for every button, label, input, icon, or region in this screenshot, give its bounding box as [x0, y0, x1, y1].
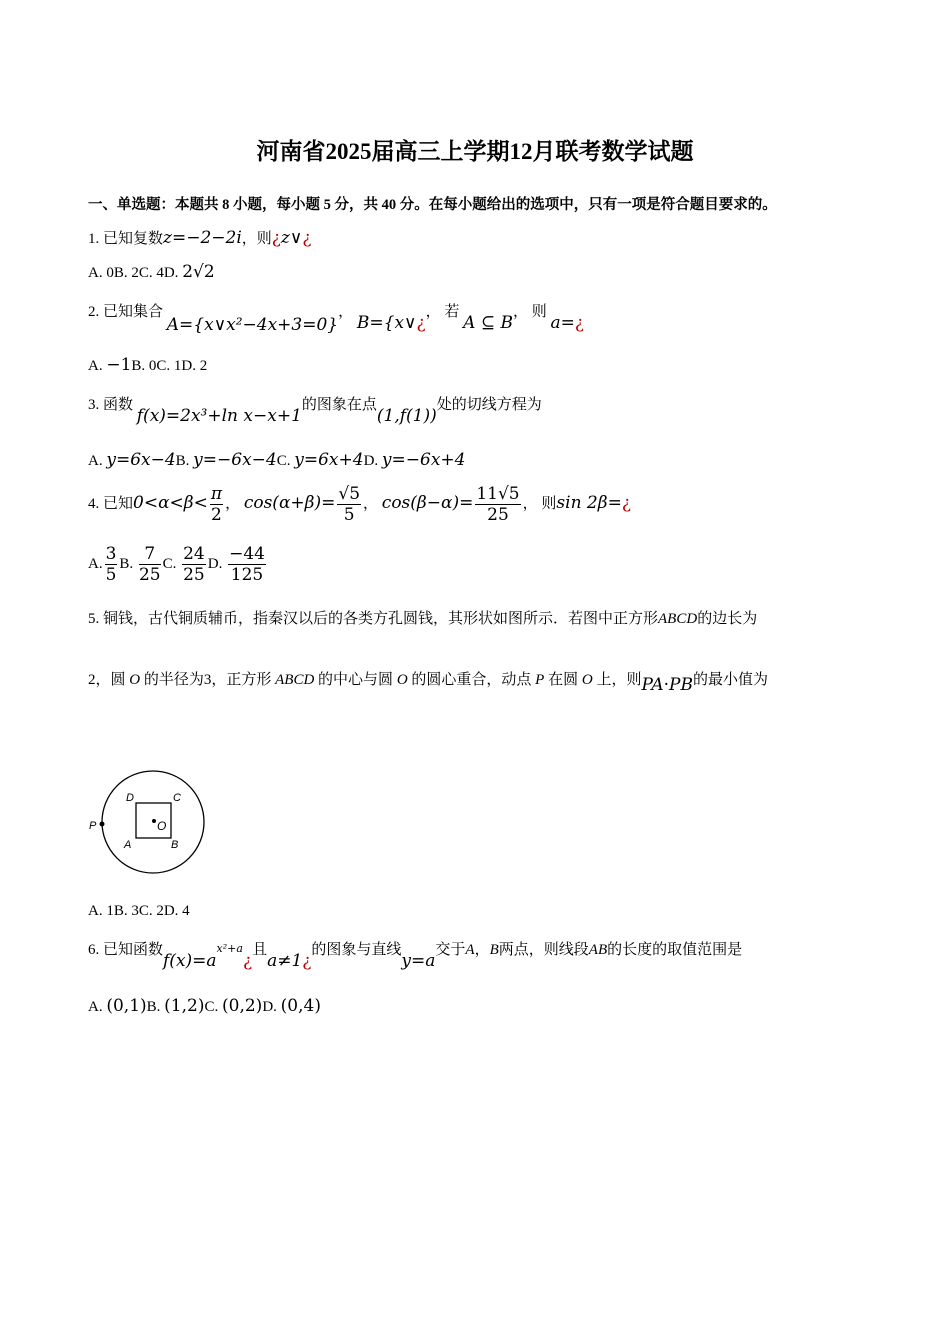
label-p: P	[89, 820, 97, 832]
q3-a-math: y=6x−4	[106, 450, 176, 470]
question-4-choices	[88, 544, 268, 585]
q5-line1-end: 的边长为	[697, 611, 758, 627]
q4-a-label: A.	[88, 555, 103, 572]
q1-glyph-1: ¿	[271, 228, 281, 248]
q6-exp: x²+a	[216, 942, 243, 955]
q6-a-label: A.	[88, 999, 103, 1015]
q1-formula: z=−2−2i	[163, 228, 242, 248]
q6-ab: AB	[588, 942, 608, 958]
q6-comma: ，	[474, 942, 490, 958]
q6-pt-b: B	[489, 942, 499, 958]
q3-d-label: D.	[363, 453, 379, 469]
q3-point: (1,f(1))	[376, 406, 437, 426]
q5-o-1: O	[129, 672, 141, 688]
q3-formula: f(x)=2x³+ln x−x+1	[136, 406, 302, 426]
q4-choice-b: $\frac{7}{25}$	[138, 544, 161, 585]
q5-o-3: O	[581, 672, 593, 688]
section-header: 一、单选题：本题共 8 小题，每小题 5 分，共 40 分。在每小题给出的选项中，只有一项是符合题目要求的。	[88, 197, 777, 213]
page-title: 河南省2025届高三上学期12月联考数学试题	[256, 139, 694, 164]
coin-figure	[86, 766, 211, 878]
q6-glyph-1: ¿	[242, 951, 253, 971]
q5-line2-d: 的圆心重合，动点	[411, 672, 532, 688]
q6-pt-a: A	[465, 942, 475, 958]
q4-cos1: cos(α+β)=	[243, 492, 336, 513]
q1-prefix: 1. 已知复数	[88, 231, 164, 247]
q2-set-a: A={x∨x²−4x+3=0}	[166, 315, 339, 335]
q5-abcd-1: ABCD	[658, 611, 698, 627]
q2-set-b: B={x∨	[356, 313, 417, 333]
q2-choice-a: A.	[88, 358, 103, 374]
q3-middle: 的图象在点	[301, 397, 377, 413]
q4-ask: sin 2β=	[556, 492, 622, 513]
q4-cos2: cos(β−α)=	[381, 492, 474, 513]
point-o	[152, 819, 156, 823]
q6-cond: a≠1	[267, 951, 303, 971]
q4-cos2-fraction: $\frac{11√5}{25}$	[476, 484, 520, 525]
q3-choice-a: A.	[88, 453, 103, 469]
question-3-choices	[88, 450, 465, 470]
label-b: B	[171, 839, 179, 851]
q4-choice-a: $\frac{3}{5}$	[105, 544, 117, 585]
question-1: 1. 已知复数z=−2−2i，则¿z∨¿	[88, 228, 312, 248]
q4-c-label: C.	[162, 555, 177, 572]
q6-middle: 的图象与直线	[311, 942, 402, 958]
q2-subset: A ⊆ B	[463, 313, 513, 333]
q1-choice-d-math: 2√2	[182, 262, 215, 282]
q5-line2-f: 上，则	[596, 672, 642, 688]
q6-b-label: B.	[146, 999, 161, 1015]
q4-b-label: B.	[119, 555, 134, 572]
q6-c-label: C.	[204, 999, 219, 1015]
point-p	[100, 822, 105, 827]
q4-pi-fraction: $\frac{\pi}{2}$	[210, 484, 223, 525]
q3-prefix: 3. 函数	[88, 397, 134, 413]
q5-line2-c: 的中心与圆	[318, 672, 394, 688]
q2-ze: 则	[531, 304, 547, 320]
q1-glyph-2: ¿	[302, 228, 312, 248]
q3-c-math: y=6x+4	[294, 450, 364, 470]
q6-suffix-c: 的长度的取值范围是	[607, 942, 743, 958]
question-5-choices	[88, 903, 190, 920]
q5-line2-b: 的半径为3，正方形	[143, 672, 272, 688]
q3-suffix: 处的切线方程为	[436, 397, 542, 413]
q5-line2-e: 在圆	[548, 672, 579, 688]
label-d: D	[126, 792, 134, 804]
q4-choice-d: $\frac{-44}{125}$	[229, 544, 265, 585]
q4-prefix: 4. 已知	[88, 495, 134, 512]
q5-line2-a: 2，圆	[88, 672, 126, 688]
q6-suffix-a: 交于	[435, 942, 466, 958]
question-6	[88, 938, 743, 971]
q6-a-math: (0,1)	[106, 996, 147, 1016]
q2-glyph: ¿	[416, 313, 426, 333]
question-2: 2. 已知集合 A={x∨x²−4x+3=0}， B={x∨¿， 若 A ⊆ B， 则 a=¿	[88, 304, 585, 335]
q4-d-label: D.	[207, 555, 223, 572]
q6-qie: 且	[252, 942, 268, 958]
label-c: C	[173, 792, 181, 804]
question-5-line-2	[88, 668, 768, 695]
q6-c-math: (0,2)	[222, 996, 263, 1016]
question-3	[88, 393, 542, 426]
question-5-line-1	[88, 607, 757, 628]
question-4: 4. 已知0<α<β< $\frac{\pi}{2}$ ， cos(α+β)= $\frac{√5}{5}$ ， cos(β−α)= $\frac{11√5}{25}$ ， 则sin 2β=¿	[88, 484, 631, 525]
q6-b-math: (1,2)	[164, 996, 205, 1016]
q5-dot: ·	[663, 675, 670, 695]
q2-choice-a-math: −1	[106, 355, 132, 375]
q4-cos1-fraction: $\frac{√5}{5}$	[338, 484, 361, 525]
q6-d-label: D.	[262, 999, 277, 1015]
label-a: A	[124, 839, 132, 851]
q1-middle: ，则	[241, 231, 272, 247]
q3-d-math: y=−6x+4	[381, 450, 466, 470]
q2-choices-tail: B. 0C. 1D. 2	[131, 358, 208, 374]
question-2-choices	[88, 355, 207, 375]
q1-choices: A. 0B. 2C. 4D.	[88, 265, 179, 281]
q2-prefix: 2. 已知集合	[88, 304, 164, 320]
q5-o-2: O	[396, 672, 408, 688]
q3-b-label: B.	[175, 453, 190, 469]
q5-line2-g: 的最小值为	[692, 672, 768, 688]
q6-prefix: 6. 已知函数	[88, 942, 164, 958]
question-6-choices	[88, 996, 321, 1016]
q6-glyph-2: ¿	[302, 951, 312, 971]
q2-ask-glyph: ¿	[574, 313, 585, 333]
q3-b-math: y=−6x−4	[193, 450, 277, 470]
q6-suffix-b: 两点，则线段	[498, 942, 589, 958]
q5-vector-pb: PB	[669, 675, 693, 695]
question-1-choices	[88, 262, 215, 282]
q5-choices: A. 1B. 3C. 2D. 4	[88, 903, 190, 919]
label-o: O	[157, 819, 167, 833]
q5-p: P	[535, 672, 545, 688]
q5-vector-pa: PA	[641, 675, 664, 695]
q4-cond: 0<α<β<	[133, 492, 208, 513]
q2-ask: a=	[550, 313, 575, 333]
q5-abcd-2: ABCD	[275, 672, 315, 688]
q4-choice-c: $\frac{24}{25}$	[183, 544, 205, 585]
q2-ruo: 若	[444, 304, 460, 320]
q3-c-label: C.	[276, 453, 291, 469]
q6-formula: f(x)=a	[163, 951, 217, 971]
q5-line1: 5. 铜钱，古代铜质辅币，指秦汉以后的各类方孔圆钱，其形状如图所示．若图中正方形	[88, 611, 659, 627]
q4-ze: 则	[541, 495, 557, 512]
q6-d-math: (0,4)	[280, 996, 321, 1016]
q1-formula2: z	[280, 228, 290, 248]
q4-glyph: ¿	[621, 492, 631, 513]
q6-line: y=a	[401, 951, 436, 971]
